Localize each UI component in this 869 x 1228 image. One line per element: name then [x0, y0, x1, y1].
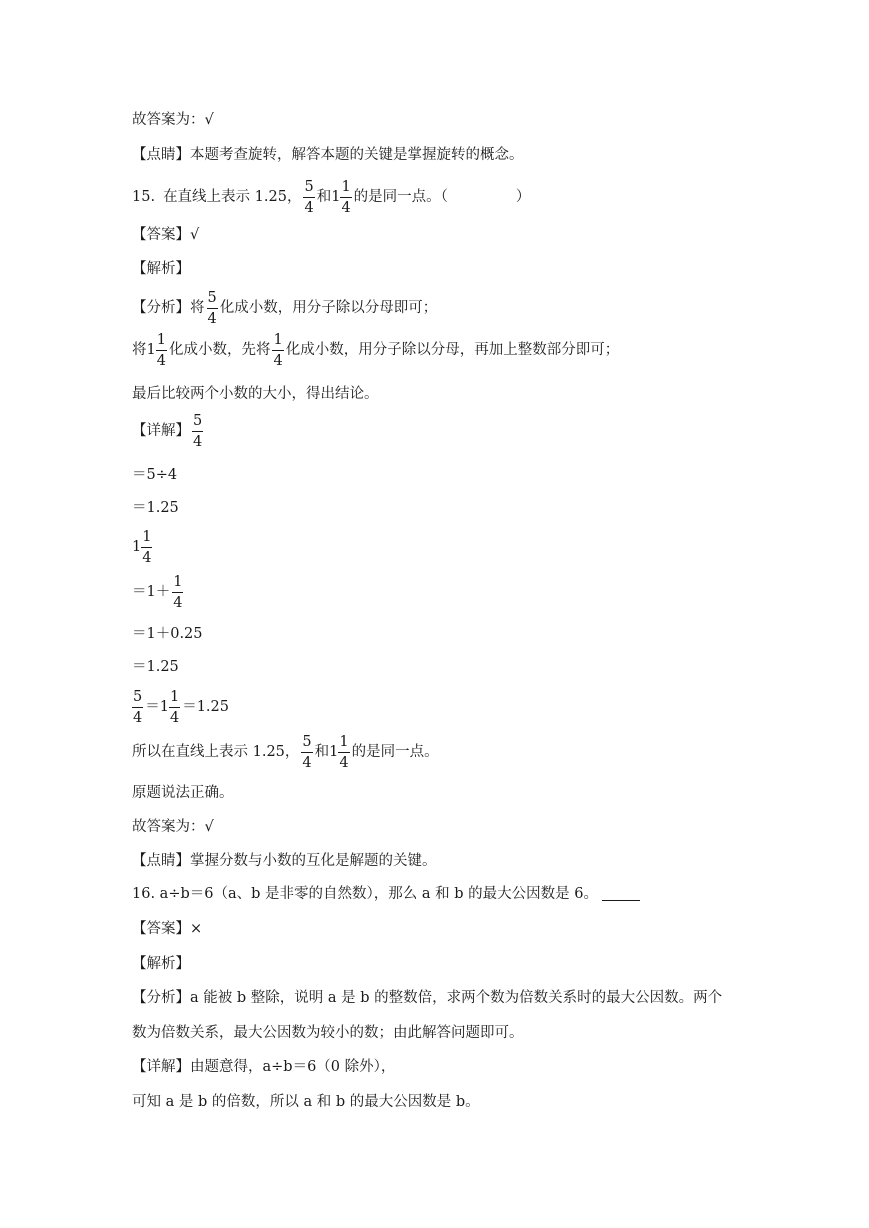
fraction-5-4: $\frac{5}{4}$ — [207, 290, 217, 327]
q15-step2: ＝1.25 — [132, 500, 179, 516]
q15-final-answer: 故答案为：√ — [132, 819, 214, 835]
fraction-5-4: $\frac{5}{4}$ — [133, 689, 143, 726]
q15-step3: ＝1＋ $\frac{1}{4}$ — [132, 574, 183, 611]
prev-answer-line: 故答案为：√ — [132, 112, 214, 128]
q15-fenxi-line2: 将 1 $\frac{1}{4}$ 化成小数，先将 $\frac{1}{4}$ 化成小数，用分子除以分母，再加上整数部分即可； — [132, 332, 620, 369]
q15-stem — [132, 180, 530, 215]
prev-tip-line: 【点睛】本题考查旋转，解答本题的关键是掌握旋转的概念。 — [132, 147, 524, 163]
q15-detail-label: 【详解】 $\frac{5}{4}$ — [132, 413, 203, 450]
fraction-5-4: $\frac{5}{4}$ — [304, 179, 314, 216]
fraction-1-4: $\frac{1}{4}$ — [173, 574, 183, 611]
mixed-number-1-1-4: 1 $\frac{1}{4}$ — [146, 332, 166, 369]
q15-answer: 【答案】√ — [132, 227, 200, 243]
mixed-number-1-1-4: 1 $\frac{1}{4}$ — [159, 689, 180, 726]
q15-fenxi-line3: 最后比较两个小数的大小，得出结论。 — [132, 386, 379, 402]
q15-step1: ＝5÷4 — [132, 467, 178, 483]
q16-fenxi-line2: 数为倍数关系，最大公因数为较小的数；由此解答问题即可。 — [132, 1025, 524, 1041]
mixed-number-1-1-4: 1 $\frac{1}{4}$ — [132, 529, 152, 566]
q16-stem: 16. a÷b＝6（a、b 是非零的自然数），那么 a 和 b 的最大公因数是 6。 — [132, 887, 640, 902]
q15-fenxi-line1: 【分析】将 $\frac{5}{4}$ 化成小数，用分子除以分母即可； — [132, 290, 438, 327]
q15-stem-b: 的是同一点。（ — [353, 189, 448, 206]
q16-answer: 【答案】× — [132, 921, 203, 937]
mixed-number-1-1-4: 1 $\frac{1}{4}$ — [329, 734, 349, 771]
fraction-5-4: $\frac{5}{4}$ — [302, 734, 312, 771]
fraction-5-4: $\frac{5}{4}$ — [193, 413, 203, 450]
q15-correct: 原题说法正确。 — [132, 785, 234, 801]
q16-analysis-title: 【解析】 — [132, 956, 190, 972]
fraction-1-4: $\frac{1}{4}$ — [273, 332, 283, 369]
q15-stem-a: 在直线上表示 1.25， — [163, 189, 302, 206]
q15-equation: $\frac{5}{4}$ ＝ 1 $\frac{1}{4}$ ＝1.25 — [133, 689, 229, 726]
q15-step5: ＝1.25 — [132, 659, 179, 675]
q15-analysis-title: 【解析】 — [132, 261, 190, 277]
q15-stem-c: ） — [515, 189, 531, 206]
q15-tip: 【点睛】掌握分数与小数的互化是解题的关键。 — [132, 853, 437, 869]
q15-step4: ＝1＋0.25 — [132, 626, 203, 642]
answer-blank[interactable] — [602, 888, 640, 901]
q15-and: 和 — [316, 189, 332, 206]
q15-mixed-step — [132, 530, 154, 565]
q15-conclusion: 所以在直线上表示 1.25， $\frac{5}{4}$ 和 1 $\frac{1}{4}$ 的是同一点。 — [132, 734, 439, 771]
q16-detail-line1: 【详解】由题意得，a÷b＝6（0 除外）， — [132, 1059, 396, 1075]
mixed-number-1-1-4: 1 $\frac{1}{4}$ — [331, 179, 351, 216]
q16-detail-line2: 可知 a 是 b 的倍数，所以 a 和 b 的最大公因数是 b。 — [132, 1094, 480, 1110]
q16-fenxi-line1: 【分析】a 能被 b 整除，说明 a 是 b 的整数倍，求两个数为倍数关系时的最大公因数。两个 — [132, 990, 723, 1006]
q15-number: 15. — [132, 189, 156, 206]
